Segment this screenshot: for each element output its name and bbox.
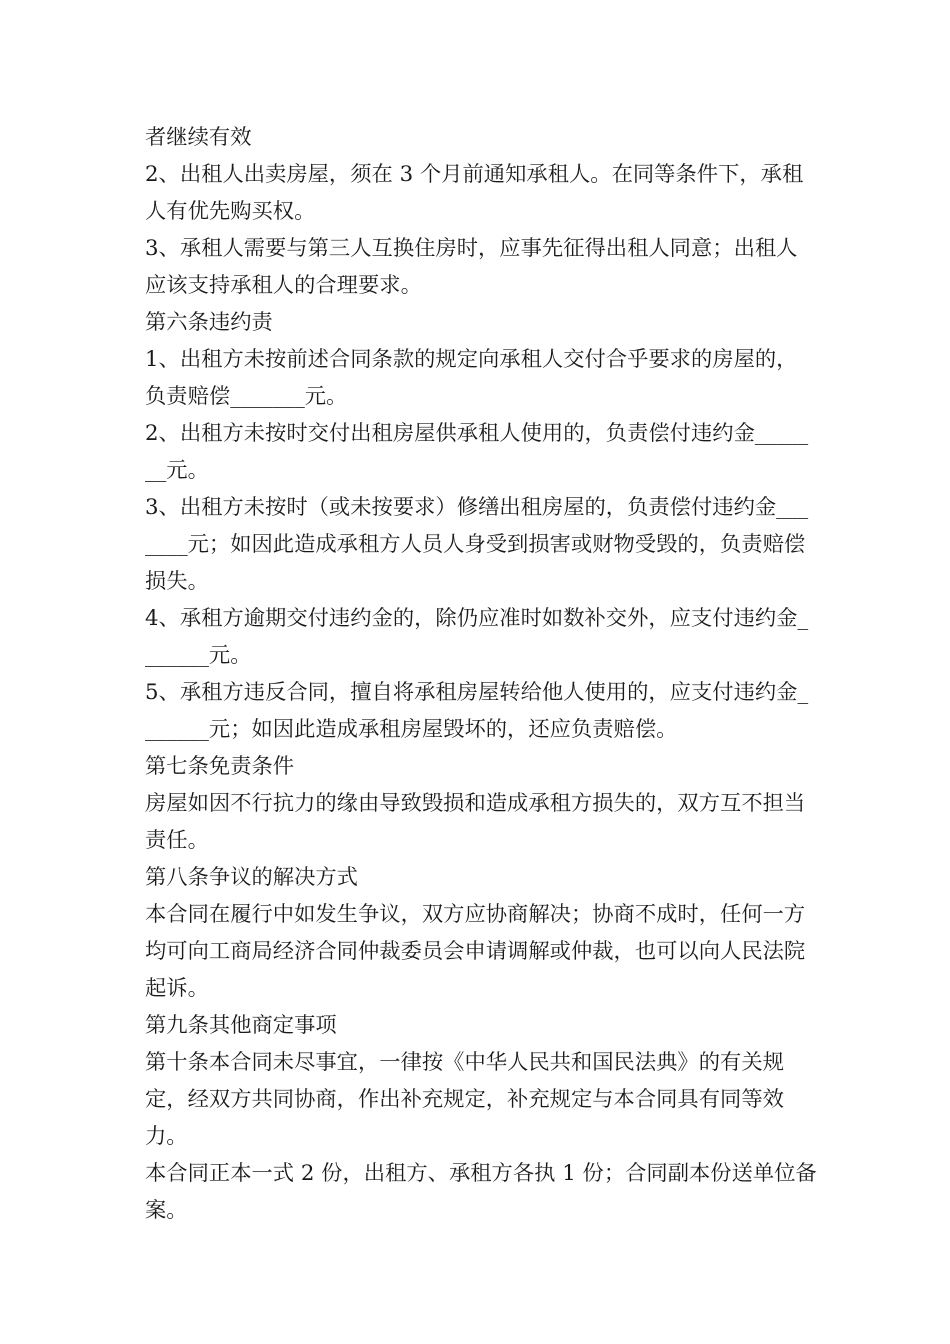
paragraph-article-6-item-2: 2、出租方未按时交付出租房屋供承租人使用的，负责偿付违约金_______元。 — [145, 421, 809, 483]
paragraph-article-8-body: 本合同在履行中如发生争议，双方应协商解决；协商不成时，任何一方均可向工商局经济合同仲裁委员会申请调解或仲裁，也可以向人民法院起诉。 — [145, 902, 806, 1001]
paragraph-article-6-item-4: 4、承租方逾期交付违约金的，除仍应准时如数补交外，应支付违约金_______元。 — [145, 606, 809, 668]
heading-article-6: 第六条违约责 — [145, 310, 273, 335]
paragraph-article-6-item-1: 1、出租方未按前述合同条款的规定向承租人交付合乎要求的房屋的，负责赔偿_______元。 — [145, 347, 798, 409]
paragraph-article-6-item-3: 3、出租方未按时（或未按要求）修缮出租房屋的，负责偿付违约金_______元；如因此造成承租方人员人身受到损害或财物受毁的，负责赔偿损失。 — [145, 495, 809, 594]
paragraph-article-7-body: 房屋如因不行抗力的缘由导致毁损和造成承租方损失的，双方互不担当责任。 — [145, 791, 806, 853]
paragraph-clause-5-item-3: 3、承租人需要与第三人互换住房时，应事先征得出租人同意；出租人应该支持承租人的合理要求。 — [145, 236, 798, 298]
paragraph-copies: 本合同正本一式 2 份，出租方、承租方各执 1 份；合同副本份送单位备案。 — [145, 1161, 817, 1223]
paragraph-continuation: 者继续有效 — [145, 125, 252, 150]
document-page — [145, 119, 817, 1229]
paragraph-clause-5-item-2: 2、出租人出卖房屋，须在 3 个月前通知承租人。在同等条件下，承租人有优先购买权。 — [145, 162, 804, 224]
heading-article-7: 第七条免责条件 — [145, 754, 295, 779]
heading-article-9: 第九条其他商定事项 — [145, 1013, 337, 1038]
paragraph-article-10: 第十条本合同未尽事宜，一律按《中华人民共和国民法典》的有关规定，经双方共同协商，作出补充规定，补充规定与本合同具有同等效力。 — [145, 1050, 784, 1149]
heading-article-8: 第八条争议的解决方式 — [145, 865, 358, 890]
paragraph-article-6-item-5: 5、承租方违反合同，擅自将承租房屋转给他人使用的，应支付违约金_______元；如因此造成承租房屋毁坏的，还应负责赔偿。 — [145, 680, 809, 742]
